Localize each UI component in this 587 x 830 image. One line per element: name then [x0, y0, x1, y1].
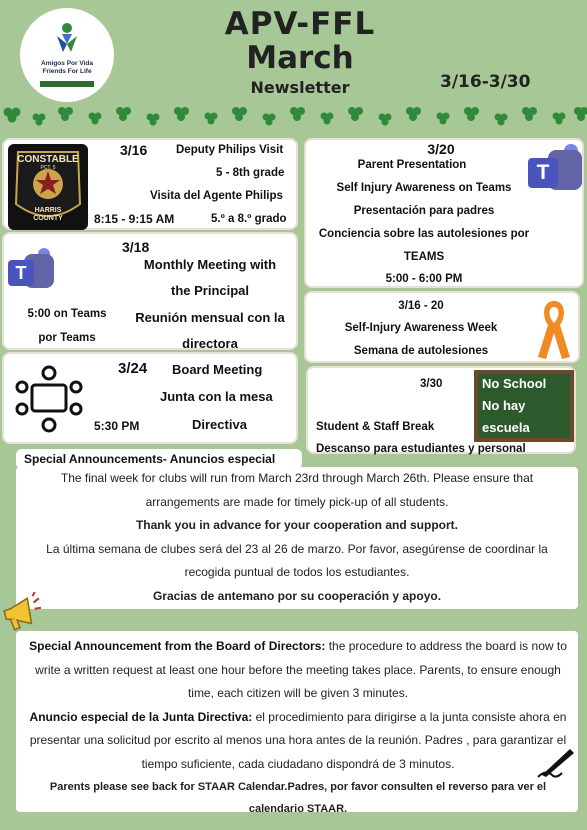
board-meeting-icon — [14, 362, 84, 434]
signature-pen-icon — [536, 745, 576, 779]
teams-icon: T — [528, 144, 582, 196]
announcement-en-text: The final week for clubs will run from March 23rd through March 26th. Please ensure that arrangements are made for timely pick-up of all students. — [60, 471, 534, 509]
event-title-es-line-2: directora — [182, 336, 238, 351]
event-line-1: Parent Presentation — [357, 159, 467, 171]
newsletter-month: March — [246, 40, 354, 76]
event-card-3-24 — [2, 352, 298, 444]
event-card-3-18 — [2, 232, 298, 350]
logo-line-1: Amigos Por Vida — [41, 60, 93, 67]
event-card-3-20 — [304, 138, 584, 288]
board-es — [24, 706, 572, 777]
event-card-awareness-week — [304, 291, 580, 363]
logo-line-2: Friends For Life — [42, 68, 92, 75]
event-date: 3/24 — [118, 360, 148, 377]
badge-top-text: CONSTABLE — [17, 154, 79, 165]
awareness-ribbon-icon — [534, 297, 574, 363]
logo-ribbon — [40, 81, 94, 87]
event-time: 8:15 - 9:15 AM — [94, 212, 175, 226]
special-announcements-heading: Special Announcements- Anuncios especial — [16, 449, 302, 469]
event-title-line-1: Monthly Meeting with — [143, 257, 277, 272]
special-announcement-card — [16, 467, 578, 609]
event-title-es: Descanso para estudiantes y personal — [316, 443, 526, 455]
badge-bottom-2: COUNTY — [33, 215, 63, 222]
board-announcement-card — [16, 631, 578, 815]
event-line-5: TEAMS — [403, 251, 445, 263]
event-line-3: Presentación para padres — [353, 205, 495, 217]
event-card-3-16 — [2, 138, 298, 230]
newsletter-title: APV-FFL — [224, 6, 376, 42]
event-date: 3/20 — [427, 141, 455, 157]
event-time-line-2: por Teams — [38, 332, 96, 344]
badge-pct-text: PCT. 5 — [40, 165, 56, 171]
board-es-label: Anuncio especial de la Junta Directiva: — [29, 709, 253, 724]
constable-badge — [8, 144, 88, 230]
staar-note: Parents please see back for STAAR Calendar.Padres, por favor consulten el reverso para ver el calendario STAAR. — [49, 781, 547, 815]
teams-icon: T — [8, 248, 54, 292]
event-title: Self-Injury Awareness Week — [344, 322, 498, 334]
board-en-text: the procedure to address the board is now to write a written request at least one hour before the meeting takes place. Parents, to ensure enough time, each citizen will be given 3 minutes. — [35, 639, 567, 700]
event-grades: 5 - 8th grade — [216, 167, 285, 179]
event-title-es: Semana de autolesiones — [353, 345, 489, 357]
event-title-line-2: the Principal — [170, 283, 250, 298]
event-date: 3/18 — [122, 239, 150, 255]
chalk-line-3: escuela — [482, 420, 530, 435]
event-time: 5:00 - 6:00 PM — [385, 273, 463, 285]
newsletter-dates: 3/16-3/30 — [440, 72, 531, 92]
event-title-es-line-2: Directiva — [192, 417, 247, 432]
board-announcement — [24, 635, 572, 820]
board-en-label: Special Announcement from the Board of Directors: — [29, 639, 326, 653]
event-title: Board Meeting — [172, 362, 263, 377]
chalk-line-1: No School — [482, 376, 547, 391]
board-es-text: el procedimiento para dirigirse a la junta consiste ahora en presentar una solicitud por escrito al menos una hora antes de la reunión. Padres , para garantizar el tiempo suficiente, cada ciudadano dispondrá de 3 minutos. — [29, 709, 567, 771]
announcement-en-thanks: Thank you in advance for your cooperation and support. — [135, 518, 459, 532]
event-title: Deputy Philips Visit — [176, 144, 284, 156]
event-title: Student & Staff Break — [316, 421, 435, 433]
newsletter-subtitle: Newsletter — [250, 78, 350, 97]
announcement-en — [24, 467, 570, 608]
megaphone-icon — [0, 592, 42, 634]
board-en — [24, 635, 572, 706]
event-line-4: Conciencia sobre las autolesiones por — [318, 228, 530, 240]
announcement-es-text: La última semana de clubes será del 23 al 26 de marzo. Por favor, asegúrense de coordinar la recogida puntual de todos los estudiantes. — [46, 541, 548, 579]
event-date: 3/30 — [420, 378, 443, 390]
announcement-es-thanks: Gracias de antemano por su cooperación y apoyo. — [152, 588, 442, 603]
badge-bottom-1: HARRIS — [34, 207, 62, 214]
event-title-es: Visita del Agente Philips — [150, 190, 283, 202]
no-school-chalkboard — [474, 370, 574, 442]
school-logo — [20, 8, 114, 102]
event-title-es-line-1: Junta con la mesa — [160, 389, 273, 404]
event-dates: 3/16 - 20 — [398, 300, 444, 312]
hands-logo-icon — [53, 22, 81, 54]
event-title-es-line-1: Reunión mensual con la — [135, 310, 285, 325]
event-line-2: Self Injury Awareness on Teams — [336, 182, 512, 194]
event-time: 5:30 PM — [94, 419, 140, 433]
event-grades-es: 5.º a 8.º grado — [211, 213, 287, 225]
event-date: 3/16 — [120, 142, 148, 158]
shamrock-border — [0, 103, 587, 129]
logo-text — [20, 60, 114, 76]
chalk-line-2: No hay — [482, 398, 526, 413]
event-time-line-1: 5:00 on Teams — [27, 308, 107, 320]
